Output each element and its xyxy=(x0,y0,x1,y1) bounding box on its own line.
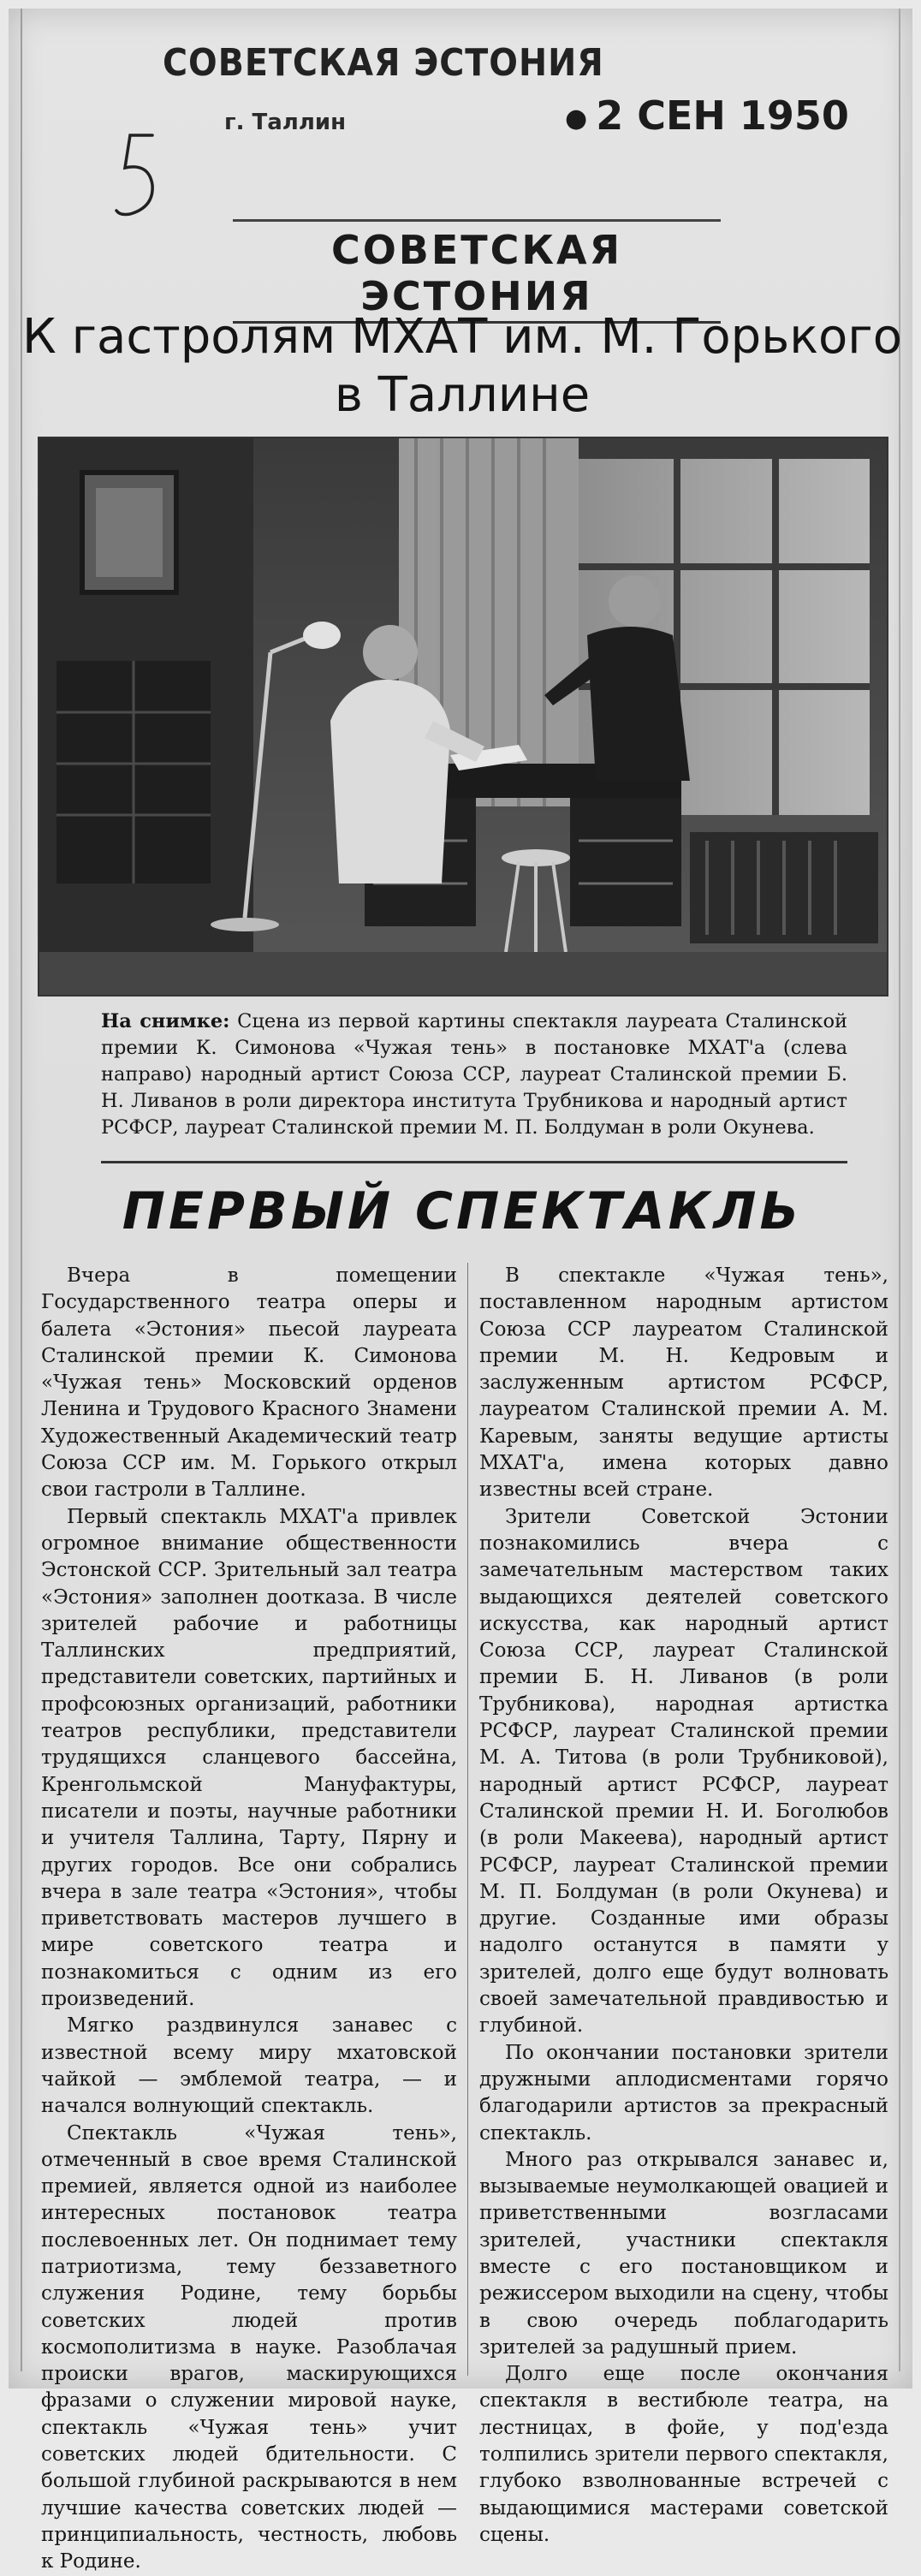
article-paragraph: По окончании постановки зрители дружными аплодисментами горячо благодарили артистов за прекрасный спектакль. xyxy=(479,2041,888,2145)
article-paragraph: Мягко раздвинулся занавес с известной всему миру мхатовской чайкой — эмблемой театра, — и начался волнующий спектакль. xyxy=(41,2014,457,2118)
article-column-left xyxy=(41,1263,457,2576)
clipping-stamp-city: г. Таллин xyxy=(224,110,347,135)
article-paragraph: Долго еще после окончания спектакля в вестибюле театра, на лестницах, в фойе, у под'езда толпились зрители первого спектакля, глубоко взволнованные встречей с выдающимися мастерами советской сцены. xyxy=(479,2363,888,2546)
page-headline xyxy=(17,308,907,425)
column-divider xyxy=(467,1263,468,2376)
article-paragraph: Спектакль «Чужая тень», отмеченный в свое время Сталинской премией, является одной из наиболее интересных постановок театра послевоенных лет. Он поднимает тему патриотизма, тему беззаветного служения Родине, тему борьбы советских людей против космополитизма в науке. Разоблачая происки врагов, маскирующихся фразами о служении мировой науке, спектакль «Чужая тень» учит советских людей бдительности. С большой глубиной раскрываются в нем лучшие качества советских людей — принципиальность, честность, любовь к Родине. xyxy=(41,2121,457,2573)
handwritten-mark xyxy=(111,128,163,223)
caption-lead: На снимке: xyxy=(101,1010,230,1032)
clipping-stamp-title: СОВЕТСКАЯ ЭСТОНИЯ xyxy=(163,41,604,85)
caption-text: Сцена из первой картины спектакля лауреата Сталинской премии К. Симонова «Чужая тень» в постановке МХАТ'а (слева направо) народный артист Союза ССР, лауреат Сталинской премии Б. Н. Ливанов в роли директора института Трубникова и народный артист РСФСР, лауреат Сталинской премии М. П. Болдуман в роли Окунева. xyxy=(101,1010,847,1139)
stage-photograph xyxy=(38,437,888,996)
article-paragraph: В спектакле «Чужая тень», поставленном народным артистом Союза ССР лауреатом Сталинской премии М. Н. Кедровым и заслуженным артистом РСФСР, лауреатом Сталинской премии А. М. Каревым, заняты ведущие артисты МХАТ'а, имена которых давно известны всей стране. xyxy=(479,1264,888,1502)
clipping-stamp-date xyxy=(565,92,849,139)
newspaper-masthead: СОВЕТСКАЯ ЭСТОНИЯ xyxy=(233,227,721,324)
stamp-dot-icon: ● xyxy=(565,104,588,134)
headline-line-1: К гастролям МХАТ им. М. Горького xyxy=(22,309,902,365)
masthead-rule xyxy=(233,219,721,222)
article-paragraph: Зрители Советской Эстонии познакомились вчера с замечательным мастерством таких выдающихся деятелей советского искусства, как народный артист Союза ССР, лауреат Сталинской премии Б. Н. Ливанов (в роли Трубникова), народная артистка РСФСР, лауреат Сталинской премии М. А. Титова (в роли Трубниковой), народный артист РСФСР, лауреат Сталинской премии Н. И. Боголюбов (в роли Макеева), народный артист РСФСР, лауреат Сталинской премии М. П. Болдуман (в роли Окунева) и другие. Созданные ими образы надолго останутся в памяти у зрителей, долго еще будут волновать своей замечательной правдивостью и глубиной. xyxy=(479,1505,888,2038)
article-paragraph: Много раз открывался занавес и, вызываемые неумолкающей овацией и приветственными возгласами зрителей, участники спектакля вместе с его постановщиком и режиссером выходили на сцену, чтобы в свою очередь поблагодарить зрителей за радушный прием. xyxy=(479,2148,888,2359)
stamp-date-text: 2 СЕН 1950 xyxy=(596,92,849,139)
article-paragraph: Вчера в помещении Государственного театра оперы и балета «Эстония» пьесой лауреата Сталинской премии К. Симонова «Чужая тень» Московский орденов Ленина и Трудового Красного Знамени Художественный Академический театр Союза ССР им. М. Горького открыл свои гастроли в Таллине. xyxy=(41,1264,457,1502)
photo-caption xyxy=(101,1008,847,1141)
article-paragraph: Первый спектакль МХАТ'а привлек огромное внимание общественности Эстонской ССР. Зрительный зал театра «Эстония» заполнен доотказа. В числе зрителей рабочие и работницы Таллинских предприятий, представители советских, партийных и профсоюзных организаций, работники театров республики, представители трудящихся сланцевого бассейна, Кренгольмской Мануфактуры, писатели и поэты, научные работники и учителя Таллина, Тарту, Пярну и других городов. Все они собрались вчера в зале театра «Эстония», чтобы приветствовать мастеров лучшего в мире советского театра и познакомиться с одним из его произведений. xyxy=(41,1505,457,2011)
article-column-right xyxy=(479,1263,888,2549)
section-rule xyxy=(101,1161,847,1163)
headline-line-2: в Таллине xyxy=(334,367,591,423)
article-title: ПЕРВЫЙ СПЕКТАКЛЬ xyxy=(122,1181,803,1241)
